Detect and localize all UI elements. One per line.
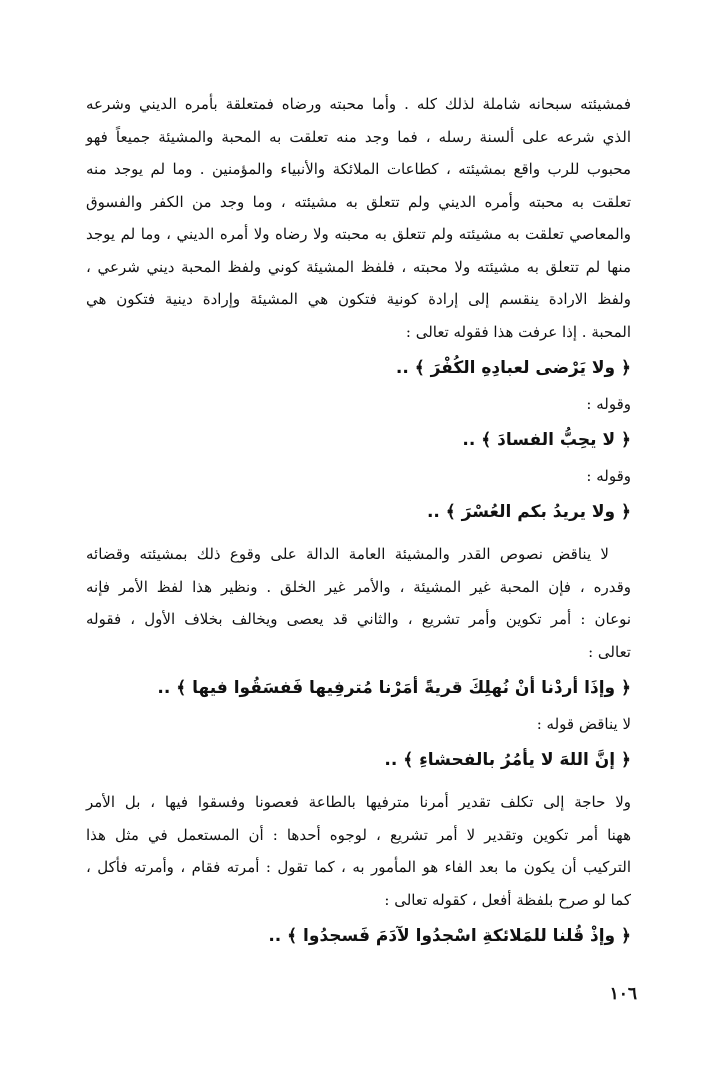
text-line: لا يناقض نصوص القدر والمشيئة العامة الدالة على وقوع ذلك بمشيئته وقضائه [86, 545, 609, 563]
text-line: والمعاصي تعلقت به مشيئته ولم تتعلق به محبته ولا رضاه ولا أمره الديني ، وما لم يوجد [86, 225, 631, 243]
text-line: محبوب للرب واقع بمشيئته ، كطاعات الملائكة والأنبياء والمؤمنين . وما لم يوجد منه [86, 160, 631, 178]
quran-verse-4: ﴿ وإذَا أردْنا أنْ نُهلِكَ قريةً أمَرْنا مُترفِيها فَفسَقُوا فيها ﴾ .. [157, 678, 631, 698]
lead-in-3: لا يناقض قوله : [536, 715, 631, 733]
text-line: الذي شرعه على ألسنة رسله ، فما وجد منه تعلقت به المحبة والمشيئة جميعاً فهو [86, 127, 631, 146]
text-line: ههنا أمر تكوين وتقدير لا أمر تشريع ، لوجوه أحدها : أن المستعمل في مثل هذا [86, 825, 631, 844]
quran-verse-6: ﴿ وإذْ قُلنا للمَلائكةِ اسْجدُوا لآدَمَ فَسجدُوا ﴾ .. [268, 926, 631, 946]
paragraph-2 [86, 538, 631, 668]
lead-in-1: وقوله : [586, 395, 631, 413]
text-line: المحبة . إذا عرفت هذا فقوله تعالى : [405, 322, 631, 341]
page-number: ١٠٦ [609, 984, 637, 1004]
text-line: وقدره ، فإن المحبة غير المشيئة ، والأمر غير الخلق . ونظير هذا لفظ الأمر فإنه [86, 577, 631, 596]
text-line: منها لم تتعلق به مشيئته ولا محبته ، فلفظ المشيئة كوني ولفظ المحبة ديني شرعي ، [86, 257, 631, 276]
text-line: تعالى : [588, 642, 631, 661]
quran-verse-2: ﴿ لا يحِبُّ الفسادَ ﴾ .. [462, 430, 631, 450]
quran-verse-5: ﴿ إنَّ اللهَ لا يأمُرُ بالفحشاءِ ﴾ .. [384, 750, 631, 770]
paragraph-3 [86, 786, 631, 916]
text-line: فمشيئته سبحانه شاملة لذلك كله . وأما محبته ورضاه فمتعلقة بأمره الديني وشرعه [86, 95, 631, 113]
quran-verse-1: ﴿ ولا يَرْضى لعبادِهِ الكُفْرَ ﴾ .. [395, 358, 631, 378]
quran-verse-3: ﴿ ولا يريدُ بكم العُسْرَ ﴾ .. [426, 502, 631, 522]
text-line: ولفظ الارادة ينقسم إلى إرادة كونية فتكون هي المشيئة وإرادة دينية فتكون هي [86, 290, 631, 308]
text-line: التركيب أن يكون ما بعد الفاء هو المأمور به ، كما تقول : أمرته فقام ، وأمرته فأكل ، [86, 858, 631, 876]
text-line: ولا حاجة إلى تكلف تقدير أمرنا مترفيها بالطاعة فعصونا وفسقوا فيها ، بل الأمر [86, 793, 631, 811]
page-body [86, 88, 631, 956]
text-line: كما لو صرح بلفظة أفعل ، كقوله تعالى : [384, 890, 631, 909]
paragraph-1 [86, 88, 631, 348]
text-line: نوعان : أمر تكوين وأمر تشريع ، والثاني قد يعصى ويخالف بخلاف الأول ، فقوله [86, 610, 631, 628]
lead-in-2: وقوله : [586, 467, 631, 485]
text-line: تعلقت به محبته وأمره الديني ولم تتعلق به مشيئته ، وما وجد من الكفر والفسوق [86, 192, 631, 211]
